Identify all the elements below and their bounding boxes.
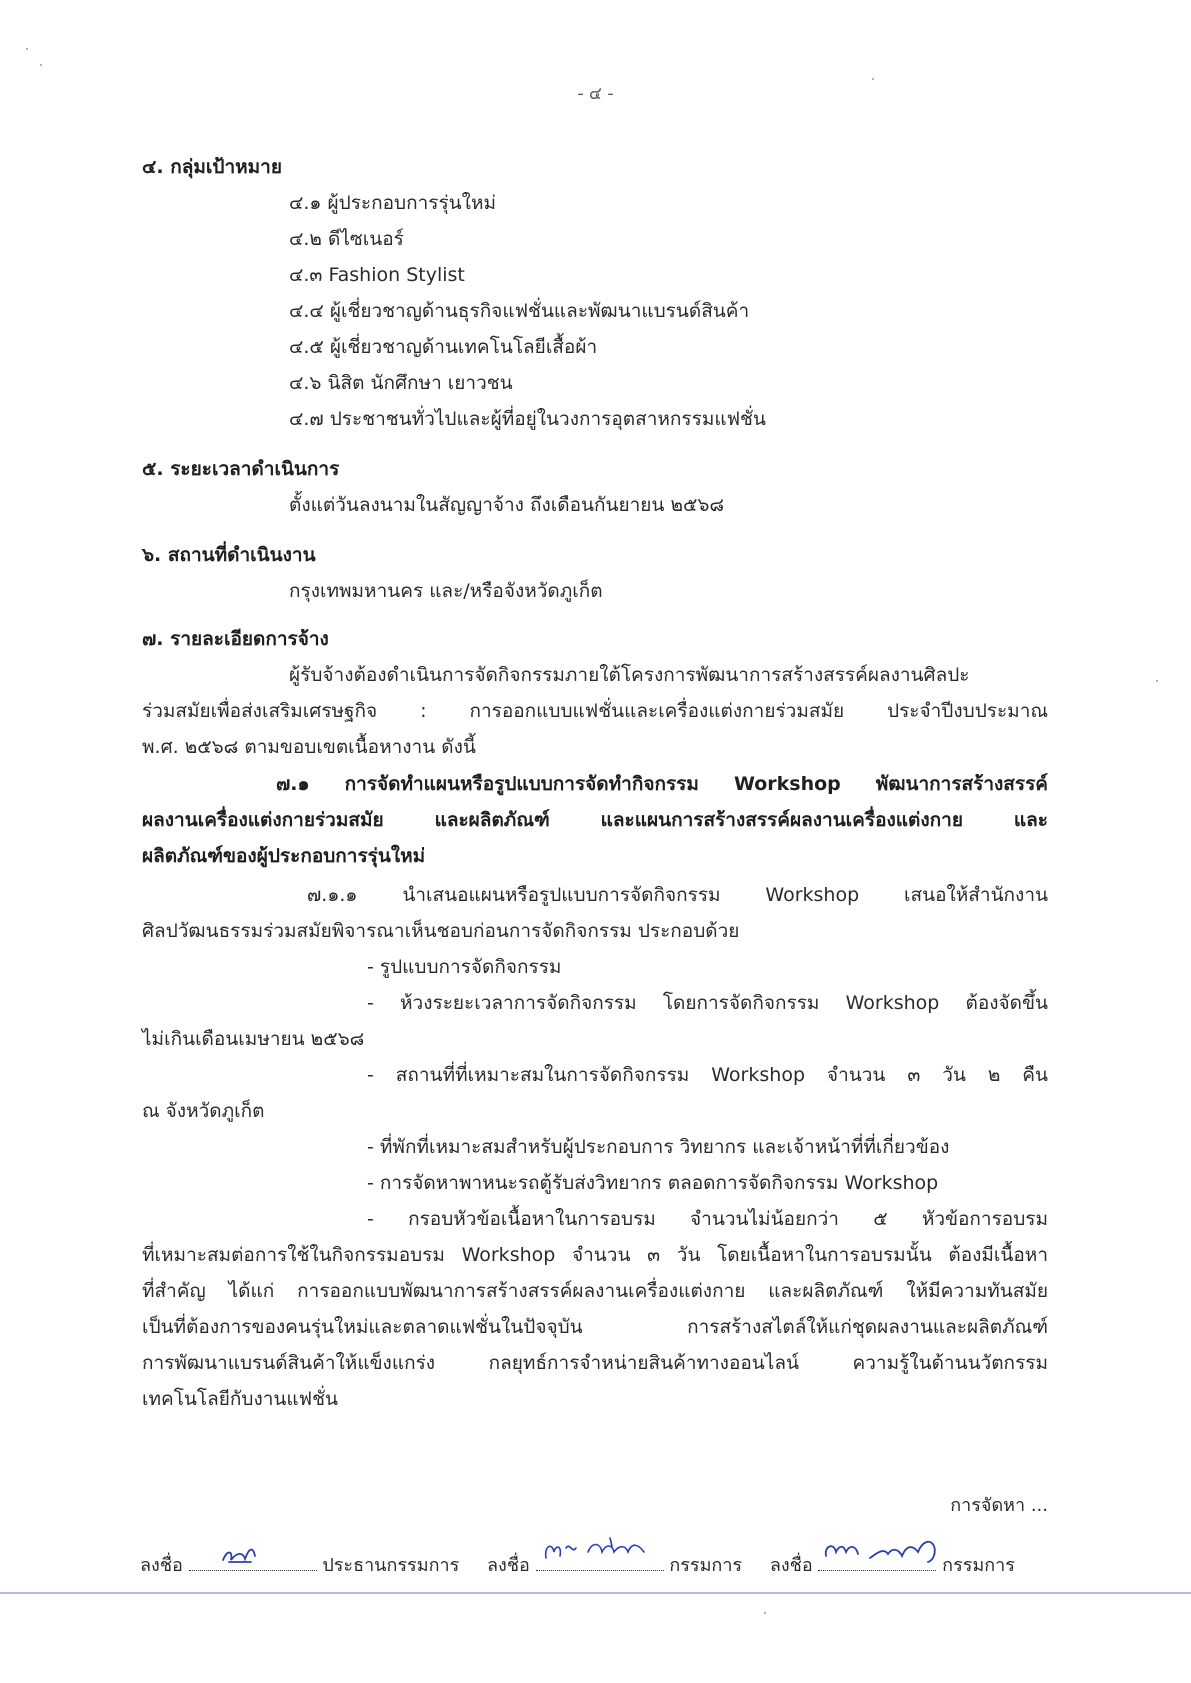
section-7-intro-line: ผู้รับจ้างต้องดำเนินการจัดกิจกรรมภายใต้โครงการพัฒนาการสร้างสรรค์ผลงานศิลปะ [289, 664, 970, 686]
target-group-item: ๔.๖ นิสิต นักศึกษา เยาวชน [289, 372, 513, 394]
section-5-text: ตั้งแต่วันลงนามในสัญญาจ้าง ถึงเดือนกันยายน ๒๕๖๘ [289, 494, 725, 516]
role-label: กรรมการ [669, 1555, 743, 1576]
section-7-intro-line: ร่วมสมัยเพื่อส่งเสริมเศรษฐกิจ : การออกแบบแฟชั่นและเครื่องแต่งกายร่วมสมัย ประจำปีงบประมาณ [142, 700, 1048, 722]
training-topics-line: เป็นที่ต้องการของคนรุ่นใหม่และตลาดแฟชั่นในปัจจุบัน การสร้างสไตล์ให้แก่ชุดผลงานและผลิตภัณฑ์ [142, 1316, 1048, 1338]
target-group-item: ๔.๑ ผู้ประกอบการรุ่นใหม่ [289, 192, 496, 214]
sign-label: ลงชื่อ [140, 1555, 183, 1576]
section-7-heading: ๗. รายละเอียดการจ้าง [142, 628, 329, 650]
subsection-7-1-heading-line: ผลงานเครื่องแต่งกายร่วมสมัย และผลิตภัณฑ์ และแผนการสร้างสรรค์ผลงานเครื่องแต่งกาย และ [142, 809, 1048, 831]
page-number: - ๔ - [577, 84, 614, 104]
requirement-bullet: - กรอบหัวข้อเนื้อหาในการอบรม จำนวนไม่น้อยกว่า ๕ หัวข้อการอบรม [367, 1208, 1048, 1230]
target-group-item: ๔.๕ ผู้เชี่ยวชาญด้านเทคโนโลยีเสื้อผ้า [289, 336, 598, 358]
section-6-heading: ๖. สถานที่ดำเนินงาน [142, 544, 316, 566]
target-group-item: ๔.๓ Fashion Stylist [289, 264, 465, 286]
training-topics-line: เทคโนโลยีกับงานแฟชั่น [142, 1388, 338, 1410]
role-label: ประธานกรรมการ [322, 1555, 460, 1576]
section-5-heading: ๕. ระยะเวลาดำเนินการ [142, 458, 340, 480]
subsection-7-1-1-line: ศิลปวัฒนธรรมร่วมสมัยพิจารณาเห็นชอบก่อนการจัดกิจกรรม ประกอบด้วย [142, 920, 740, 942]
sign-label: ลงชื่อ [487, 1555, 530, 1576]
signature-committee-1 [487, 1550, 742, 1579]
scan-speck [1156, 680, 1158, 682]
section-4-heading: ๔. กลุ่มเป้าหมาย [142, 156, 282, 178]
handwritten-signature-icon [540, 1536, 668, 1566]
requirement-bullet-continuation: ณ จังหวัดภูเก็ต [142, 1100, 265, 1122]
signature-line [189, 1556, 317, 1571]
requirement-bullet-continuation: ไม่เกินเดือนเมษายน ๒๕๖๘ [142, 1028, 365, 1050]
section-6-text: กรุงเทพมหานคร และ/หรือจังหวัดภูเก็ต [289, 580, 603, 602]
training-topics-line: ที่เหมาะสมต่อการใช้ในกิจกรรมอบรม Workshop จำนวน ๓ วัน โดยเนื้อหาในการอบรมนั้น ต้องมีเนื้อหา [142, 1244, 1048, 1266]
target-group-item: ๔.๒ ดีไซเนอร์ [289, 228, 404, 250]
scan-speck [40, 64, 42, 66]
sign-label: ลงชื่อ [769, 1555, 813, 1576]
signature-committee-2 [770, 1550, 1015, 1579]
signature-line [536, 1556, 664, 1571]
scan-speck [764, 1612, 766, 1614]
handwritten-signature-icon [822, 1534, 946, 1566]
section-7-intro-line: พ.ศ. ๒๕๖๘ ตามขอบเขตเนื้อหางาน ดังนี้ [142, 736, 476, 758]
training-topics-line: การพัฒนาแบรนด์สินค้าให้แข็งแกร่ง กลยุทธ์การจำหน่ายสินค้าทางออนไลน์ ความรู้ในด้านนวัตกรรม [142, 1352, 1048, 1374]
subsection-7-1-heading-line: ผลิตภัณฑ์ของผู้ประกอบการรุ่นใหม่ [142, 845, 426, 867]
target-group-item: ๔.๔ ผู้เชี่ยวชาญด้านธุรกิจแฟชั่นและพัฒนาแบรนด์สินค้า [289, 300, 750, 322]
handwritten-signature-icon [193, 1542, 273, 1568]
signature-row [140, 1550, 1040, 1579]
continue-note: การจัดหา ... [950, 1495, 1048, 1516]
requirement-bullet: - ที่พักที่เหมาะสมสำหรับผู้ประกอบการ วิทยากร และเจ้าหน้าที่ที่เกี่ยวข้อง [367, 1136, 950, 1158]
bottom-rule [0, 1592, 1191, 1594]
requirement-bullet: - การจัดหาพาหนะรถตู้รับส่งวิทยากร ตลอดการจัดกิจกรรม Workshop [367, 1172, 939, 1194]
requirement-bullet: - รูปแบบการจัดกิจกรรม [367, 956, 562, 978]
signature-line [818, 1556, 936, 1571]
subsection-7-1-heading-line: ๗.๑ การจัดทำแผนหรือรูปแบบการจัดทำกิจกรรม Workshop พัฒนาการสร้างสรรค์ [276, 773, 1048, 795]
requirement-bullet: - ห้วงระยะเวลาการจัดกิจกรรม โดยการจัดกิจกรรม Workshop ต้องจัดขึ้น [367, 992, 1048, 1014]
target-group-item: ๔.๗ ประชาชนทั่วไปและผู้ที่อยู่ในวงการอุตสาหกรรมแฟชั่น [289, 408, 766, 430]
signature-chairman [140, 1550, 459, 1579]
role-label: กรรมการ [942, 1555, 1015, 1576]
subsection-7-1-1-line: ๗.๑.๑ นำเสนอแผนหรือรูปแบบการจัดกิจกรรม Workshop เสนอให้สำนักงาน [307, 884, 1048, 906]
scan-speck [872, 78, 874, 80]
training-topics-line: ที่สำคัญ ได้แก่ การออกแบบพัฒนาการสร้างสรรค์ผลงานเครื่องแต่งกาย และผลิตภัณฑ์ ให้มีความทันสมัย [142, 1280, 1048, 1302]
requirement-bullet: - สถานที่ที่เหมาะสมในการจัดกิจกรรม Workshop จำนวน ๓ วัน ๒ คืน [367, 1064, 1048, 1086]
scan-speck [26, 48, 28, 50]
